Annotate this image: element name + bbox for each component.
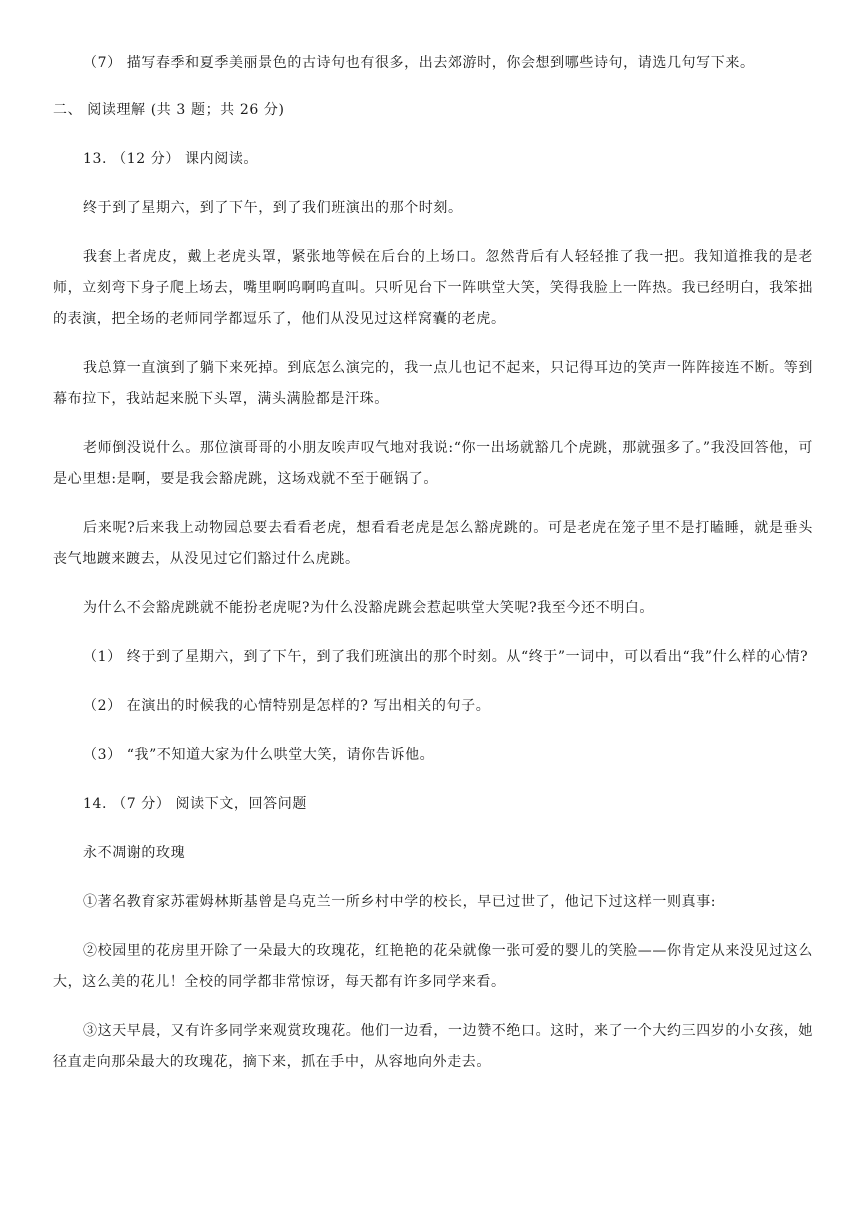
sub-question: （1） 终于到了星期六，到了下午，到了我们班演出的那个时刻。从“终于”一词中，可以看出“我”什么样的心情? bbox=[83, 649, 809, 665]
passage-title: 永不凋谢的玫瑰 bbox=[83, 845, 186, 861]
passage-paragraph: 我总算一直演到了躺下来死掉。到底怎么演完的，我一点儿也记不起来，只记得耳边的笑声一阵阵接连不断。等到幕布拉下，我站起来脱下头罩，满头满脸都是汗珠。 bbox=[53, 360, 813, 407]
passage-paragraph: 我套上者虎皮，戴上老虎头罩，紧张地等候在后台的上场口。忽然背后有人轻轻推了我一把。我知道推我的是老师，立刻弯下身子爬上场去，嘴里啊呜啊呜直叫。只听见台下一阵哄堂大笑，笑得我脸上一阵热。我已经明白，我笨拙的表演，把全场的老师同学都逗乐了，他们从没见过这样窝囊的老虎。 bbox=[53, 249, 813, 327]
passage-paragraph: 老师倒没说什么。那位演哥哥的小朋友唉声叹气地对我说:“你一出场就豁几个虎跳，那就强多了。”我没回答他，可是心里想:是啊，要是我会豁虎跳，这场戏就不至于砸锅了。 bbox=[53, 440, 813, 487]
section-heading-reading: 二、 阅读理解 (共 3 题；共 26 分) bbox=[53, 102, 285, 118]
passage-paragraph: ②校园里的花房里开除了一朵最大的玫瑰花，红艳艳的花朵就像一张可爱的婴儿的笑脸——你肯定从来没见过这么大，这么美的花儿！全校的同学都非常惊讶，每天都有许多同学来看。 bbox=[53, 943, 813, 990]
passage-paragraph: 为什么不会豁虎跳就不能扮老虎呢?为什么没豁虎跳会惹起哄堂大笑呢?我至今还不明白。 bbox=[83, 600, 655, 616]
passage-paragraph: 终于到了星期六，到了下午，到了我们班演出的那个时刻。 bbox=[83, 200, 463, 216]
document-page bbox=[53, 48, 813, 1078]
passage-paragraph: ③这天早晨，又有许多同学来观赏玫瑰花。他们一边看，一边赞不绝口。这时，来了一个大约三四岁的小女孩，她径直走向那朵最大的玫瑰花，摘下来，抓在手中，从容地向外走去。 bbox=[53, 1023, 813, 1070]
passage-paragraph: ①著名教育家苏霍姆林斯基曾是乌克兰一所乡村中学的校长，早已过世了，他记下过这样一则真事: bbox=[83, 894, 717, 910]
sub-question: （2） 在演出的时候我的心情特别是怎样的? 写出相关的句子。 bbox=[83, 698, 491, 714]
question-14-heading: 14. （7 分） 阅读下文，回答问题 bbox=[83, 796, 307, 812]
passage-paragraph: 后来呢?后来我上动物园总要去看看老虎，想看看老虎是怎么豁虎跳的。可是老虎在笼子里不是打瞌睡，就是垂头丧气地踱来踱去，从没见过它们豁过什么虎跳。 bbox=[53, 520, 813, 567]
question-13-heading: 13. （12 分） 课内阅读。 bbox=[83, 151, 259, 167]
sub-question: （3） “我”不知道大家为什么哄堂大笑，请你告诉他。 bbox=[83, 747, 435, 763]
question-7: （7） 描写春季和夏季美丽景色的古诗句也有很多，出去郊游时，你会想到哪些诗句，请选几句写下来。 bbox=[83, 55, 755, 71]
